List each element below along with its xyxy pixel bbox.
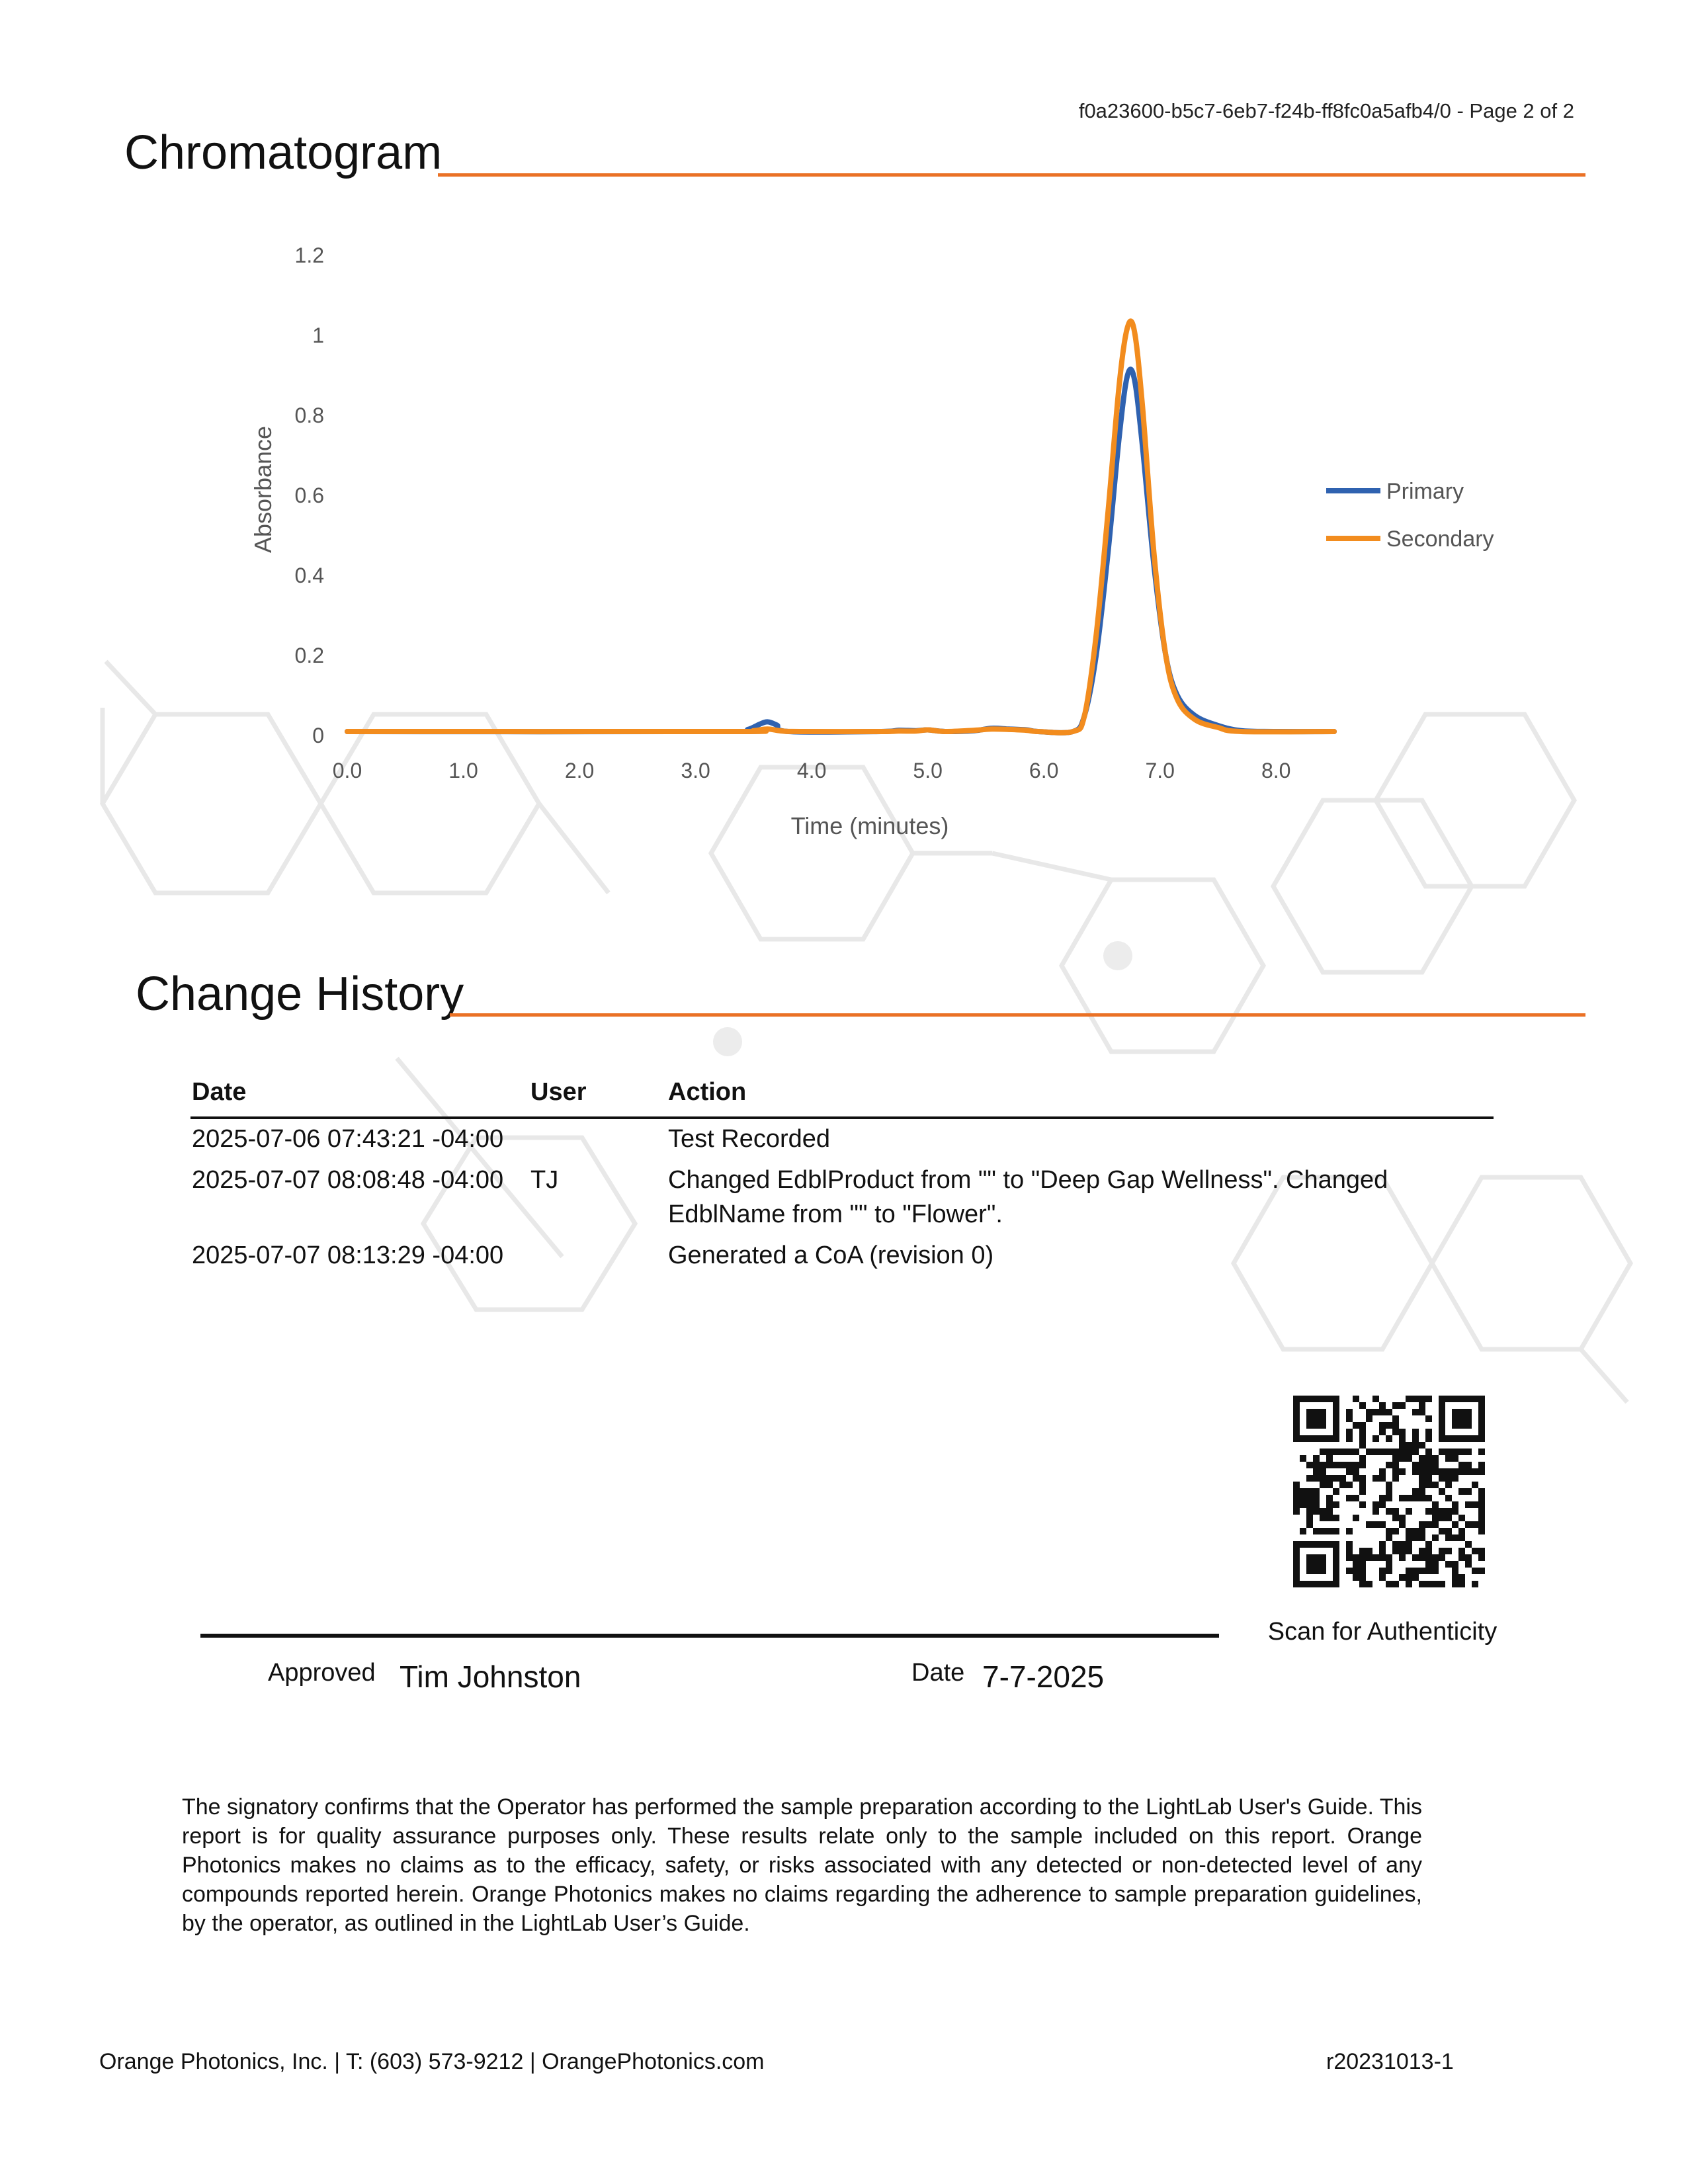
x-tick-label: 4.0 (796, 759, 827, 782)
cell-action: Test Recorded (668, 1125, 831, 1153)
y-tick-label: 1.2 (294, 243, 324, 267)
x-tick-label: 3.0 (681, 759, 710, 782)
series-line-secondary (347, 321, 1334, 732)
cell-action-line-2: EdblName from "" to "Flower". (668, 1200, 1003, 1228)
qr-caption: Scan for Authenticity (1267, 1618, 1498, 1646)
chart-legend (1326, 479, 1494, 552)
cell-user: TJ (530, 1166, 559, 1194)
x-tick-label: 0.0 (332, 759, 362, 782)
change-history-title-rule (450, 1013, 1585, 1017)
cell-date: 2025-07-06 07:43:21 -04:00 (192, 1125, 504, 1153)
cell-action-line-1: Changed EdblProduct from "" to "Deep Gap Wellness". Changed (668, 1166, 1388, 1194)
legend-label-secondary: Secondary (1386, 526, 1494, 552)
y-axis-ticks (295, 243, 324, 747)
document-id: f0a23600-b5c7-6eb7-f24b-ff8fc0a5afb4/0 - Page 2 of 2 (1078, 99, 1574, 122)
y-axis-title: Absorbance (249, 425, 276, 554)
cell-date: 2025-07-07 08:08:48 -04:00 (192, 1166, 504, 1194)
x-tick-label: 6.0 (1029, 759, 1059, 782)
y-tick-label: 0.2 (294, 644, 324, 667)
series-lines (347, 321, 1334, 732)
change-history-title: Change History (136, 968, 464, 1021)
column-header-action: Action (668, 1078, 747, 1106)
y-tick-label: 0.8 (294, 403, 324, 427)
y-tick-label: 0 (312, 724, 324, 747)
series-line-primary (347, 369, 1334, 733)
x-axis-title: Time (minutes) (790, 812, 949, 839)
x-tick-label: 2.0 (564, 759, 595, 782)
approved-name: Tim Johnston (400, 1659, 581, 1694)
signature-line (200, 1634, 1219, 1638)
x-axis-ticks (333, 759, 1291, 782)
date-label: Date (911, 1659, 965, 1687)
footer-revision: r20231013-1 (1326, 2049, 1454, 2074)
y-tick-label: 0.4 (294, 564, 324, 587)
footer-contact: Orange Photonics, Inc. | T: (603) 573-9212 | OrangePhotonics.com (99, 2049, 765, 2074)
authenticity-qr-code[interactable] (1293, 1396, 1485, 1587)
column-header-date: Date (192, 1078, 247, 1106)
y-tick-label: 1 (312, 323, 324, 347)
y-tick-label: 0.6 (294, 483, 324, 507)
approved-label: Approved (268, 1659, 376, 1687)
approval-date: 7-7-2025 (982, 1659, 1105, 1694)
legend-label-primary: Primary (1386, 479, 1464, 504)
x-tick-label: 8.0 (1261, 759, 1291, 782)
column-header-user: User (530, 1078, 587, 1106)
table-header-rule (190, 1116, 1494, 1119)
x-tick-label: 5.0 (913, 759, 943, 782)
cell-action: Generated a CoA (revision 0) (668, 1241, 994, 1269)
disclaimer-text: The signatory confirms that the Operator has performed the sample preparation according to the LightLab User's Guide. This report is for quality assurance purposes only. These results relate only to the sample included on this report. Orange Photonics makes no claims as to the efficacy, safety, or risks associated with any detected or non-detected level of any compounds reported herein. Orange Photonics makes no claims regarding the adherence to sample preparation guidelines, by the operator, as outlined in the LightLab User’s Guide. (182, 1794, 1422, 1936)
chromatogram-title-rule (438, 173, 1585, 177)
x-tick-label: 1.0 (448, 759, 478, 782)
chromatogram-title: Chromatogram (124, 126, 443, 179)
x-tick-label: 7.0 (1145, 759, 1175, 782)
chromatogram-chart (238, 225, 1521, 860)
cell-date: 2025-07-07 08:13:29 -04:00 (192, 1241, 504, 1269)
